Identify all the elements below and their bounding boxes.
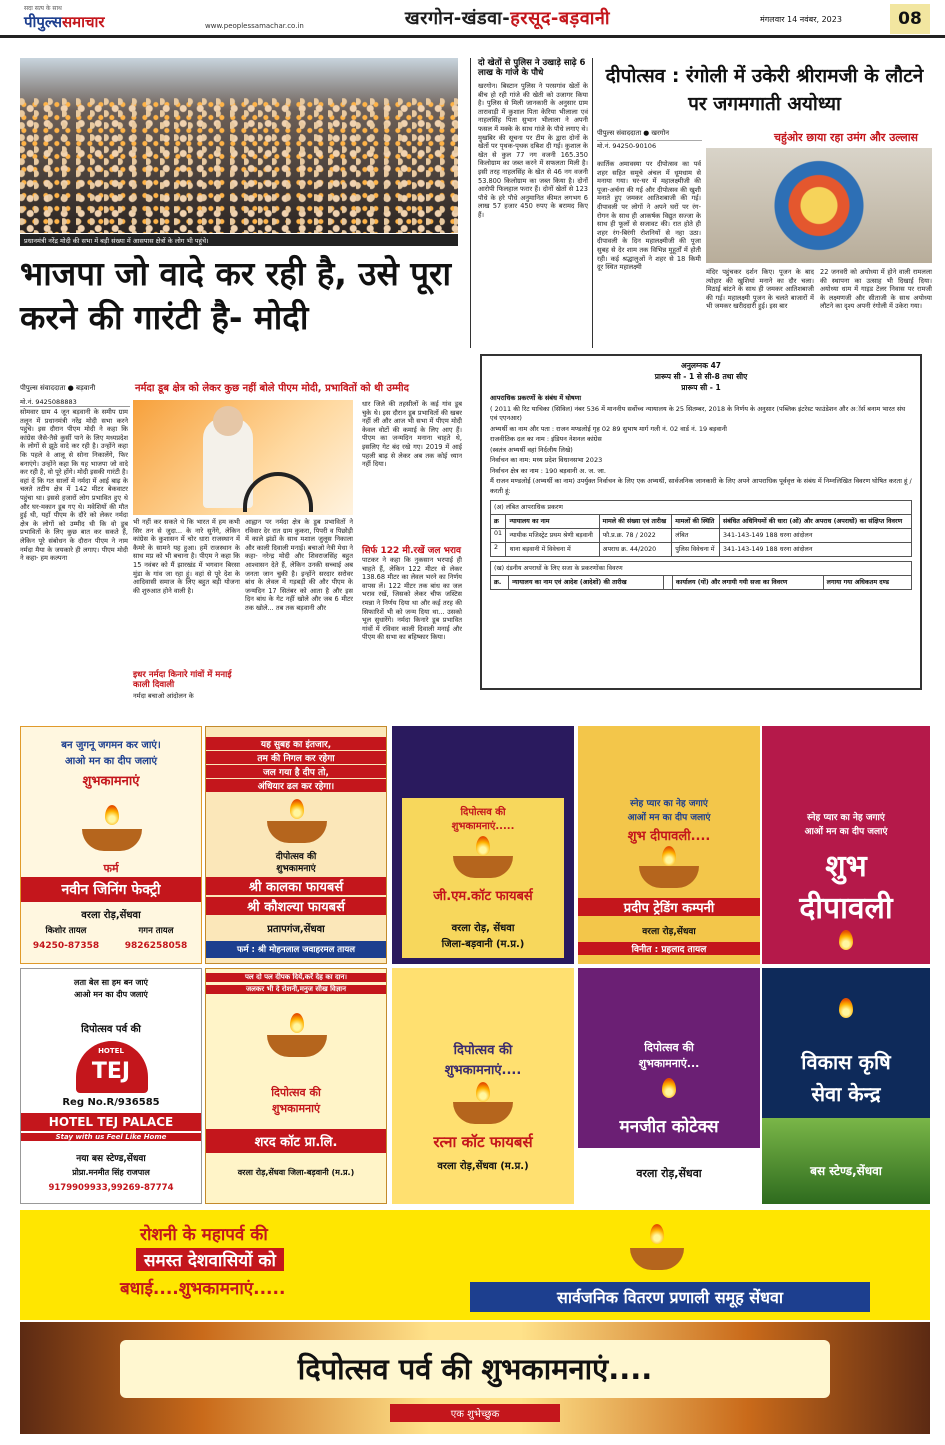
ad-phone: 9179909933,99269-87774: [48, 1183, 174, 1193]
deep-col-3: 22 जनवरी को अयोध्या में होने वाली रामलला की स्थापना का उत्साह भी दिखाई दिया। अयोध्या धाम में गाइड टेलर निवास पर रामजी के लक्ष्मणजी और सीताजी के साथ अयोध्या लौटने का दृश्य अपनी रंगोली में उकेरा गया।: [820, 268, 932, 311]
ad-firm-name: श्री कौशल्या फायबर्स: [206, 897, 386, 915]
lead-col-4b: पाटकर ने कहा कि नुकसान भरपाई ही चाहते हैं, लेकिन 122 मीटर से लेकर 138.68 मीटर का लेवल भरने का निर्णय वापस लें। 122 मीटर तक बांध का जल भराव रखें, जिसको लेकर चीफ जस्टिस रमन्ना ने निर्णय दिया था और कई तरह की सिफारिशें भी को जन्म दिया था... उसको भूल सुधारेंगे। नर्मदा किनारे डूब प्रभावित गांवों में रविवार काली दिवाली मनाई और पीएम की सभा का बहिष्कार किया।: [362, 556, 462, 642]
ad-greeting: शुभकामनाएं: [82, 774, 140, 789]
pending-cases-table: [490, 500, 912, 557]
ad-line: दिपोत्सव की: [271, 1086, 321, 1099]
diya-flame-icon: [662, 846, 676, 866]
ad-line: पल दो पल दीपक दियें,करें देह का दान।: [206, 973, 386, 982]
lead-col-1: सोमवार ग्राम 4 जून बड़वानी के समीप ग्राम तलून में प्रधानमंत्री नरेंद्र मोदी सभा करने पहुंचे। इस दौरान पीएम मोदी ने कहा कि कांग्रेस जैसे-तैसे कुर्सी पाने के लिए मध्यप्रदेश के लोगों से झूठे वादे कर रही है। उन्होंने कहा कि पहले वे आलू से सोना निकालेंगे, फिर बनाएंगे। उन्होंने कहा कि यह भाजपा जो वादे कर रही है, वो पूरे होंगे। मोदी इसकी गारंटी है। वहां दें कि गत सालों में नर्मदा में आई बाढ़ के चलते तटीय क्षेत्र में 142 मीटर बेकवाटर पहुंचा था। इससे हजारों लोग प्रभावित हुए थे और घर-मकान डूब गए थे। मवेशियों की मौत हुई थी, यहाँ पीएम के दौरे को लेकर नर्मदा क्षेत्र के लोगों को उम्मीद थी कि वो डूब प्रभावितों के लिए कुछ बात कर सकते हैं, लेकिन पूरे संबोधन के दौरान पीएम ने नाम नर्मदा मैया के जयकारे ही लगाए। पीएम मोदी ने कहा- हम कल्पना: [20, 408, 128, 563]
table-header: क्र.: [491, 576, 509, 590]
table-header: संबंधित अधिनियमों की धारा (ओं) और अपराध (अपराधों) का संक्षिप्त विवरण: [719, 515, 911, 529]
banner-line: रोशनी के महापर्व की: [140, 1225, 268, 1245]
ad-address: वरला रोड़,सेंधवा: [81, 910, 141, 921]
ad-address: बस स्टेण्ड,सेंधवा: [810, 1164, 882, 1178]
modi-photo: [133, 400, 353, 515]
ad-firm-name: शरद कॉट प्रा.लि.: [206, 1129, 386, 1153]
ad-firm-name: प्रदीप ट्रेडिंग कम्पनी: [578, 898, 760, 916]
diya-icon: [82, 829, 142, 851]
pds-greeting-banner: [20, 1210, 930, 1320]
byline-mobile: मो.नं. 94250-90106: [597, 140, 702, 150]
ad-firm-name: सेवा केन्द्र: [811, 1082, 881, 1106]
table-header: [663, 576, 672, 590]
ad-greeting: दीपावली: [799, 891, 893, 926]
lead-col-4-head: सिर्फ 122 मी.रखें जल भराव: [362, 546, 461, 556]
website[interactable]: www.peoplessamachar.co.in: [205, 22, 304, 30]
ad-line: दिपोत्सव की: [644, 1041, 694, 1054]
ad-line: शुभकामनाएं: [276, 864, 316, 874]
ad-firm-name: रत्ना कॉट फायबर्स: [433, 1133, 533, 1151]
table-header: लगाया गया अधिकतम दण्ड: [823, 576, 911, 590]
section-a-head: (अ) लंबित आपराधिक प्रकरण: [491, 501, 912, 515]
ad-firm-name: मनजीत कोटेक्स: [619, 1117, 719, 1137]
ad-hotel-tej: [20, 968, 202, 1204]
diya-flame-icon: [105, 805, 119, 825]
table-cell: 2: [491, 543, 506, 557]
table-row: [491, 543, 912, 557]
banner-line: समस्त देशवासियों को: [136, 1248, 284, 1271]
ad-line: शुभकामनाएं.....: [451, 821, 515, 832]
ad-address: वरला रोड़,सेंधवा: [636, 1167, 702, 1180]
lotus-icon: [243, 472, 313, 512]
diya-flame-icon: [290, 799, 304, 819]
rangoli-photo: [706, 148, 932, 263]
ad-tagline: Stay with us Feel Like Home: [21, 1133, 201, 1141]
figure-head: [213, 406, 243, 436]
ad-address: जिला-बड़वानी (म.प्र.): [441, 939, 525, 950]
byline-text: पीपुल्स संवाददाता ● बड़वानी: [20, 384, 96, 392]
ad-proprietor: प्रोप्रा.मनमीत सिंह राजपाल: [72, 1168, 150, 1177]
diya-icon: [453, 1102, 513, 1124]
lead-col-4: धार जिले की तहसीलों के कई गांव डूब चुके थे। इस दौरान डूब प्रभावितों की खबर नहीं ली और आज भी सभा में पीएम मोदी केवल वोटों की कमाई के लिए आए हैं। पीएम का जन्मदिन मनाना चाहते थे, इसलिए गेट बंद रखे गए। 2019 में आई पहली बाढ़ से लेकर अब तक कोई ध्यान नहीं दिया।: [362, 400, 462, 469]
ad-proprietor: विनीत : प्रहलाद तायल: [578, 942, 760, 955]
ad-ratna-cot: [392, 968, 574, 1204]
ad-line: शुभकामनाएं...: [638, 1057, 700, 1070]
ad-sharad-cot: [205, 968, 387, 1204]
lead-col-2: भी नहीं कर सकते थे कि भारत में हम कभी सिर तन से जुदा... के नारे सुनेंगे, लेकिन कांग्रेस के कुशासन में चोर धारा राजस्थान में कैमरे के सामने यह हुआ। हमें राजस्थान के साथ मप्र को भी बचाना है। पीएम ने कहा कि 15 नवंबर को मैं झारखंड में भगवान बिरसा मुंडा के गांव जा रहा हूं। वहां से पूरे देश के आदिवासी समाज के लिए बहुत बड़ी योजना की शुरुआत होने वाली है।: [133, 518, 240, 595]
table-header: न्यायालय का नाम: [506, 515, 599, 529]
deepotsav-byline: [597, 128, 702, 150]
logo-part-2: समाचार: [62, 13, 105, 31]
diya-flame-icon: [662, 1078, 676, 1098]
ad-line: तम की निगल कर रहेगा: [206, 751, 386, 764]
ad-phone: 94250-87358: [32, 941, 100, 951]
table-header: न्यायालय का नाम एवं आदेश (आदेशों) की तारीख: [509, 576, 664, 590]
table-cell: 341-143-149 188 धरना आंदोलन: [719, 529, 911, 543]
banner-signature: एक शुभेच्छुक: [390, 1404, 560, 1422]
banner-line: बधाई....शुभकामनाएं.....: [120, 1279, 286, 1299]
notice-line: अभ्यर्थी का नाम और पता : राजन मण्डलोई गृह 02 89 सुभाष मार्ग गली नं. 02 वार्ड नं. 19 बड़वानी: [490, 424, 727, 433]
divider: [592, 58, 593, 348]
divider: [470, 58, 471, 348]
table-cell: न्यायीक मजिस्ट्रेट प्रथम श्रेणी बड़वानी: [506, 529, 599, 543]
lead-col-2b: नर्मदा बचाओ आंदोलन के: [133, 692, 194, 700]
crowd-image: [20, 98, 458, 233]
ad-line: शुभकामनाएं....: [444, 1063, 522, 1078]
notice-line: (स्वतंत्र अभ्यर्थी वहां निर्दलीय लिखे): [490, 445, 573, 454]
tea-field-image: [762, 1118, 930, 1204]
ad-greeting: शुभ दीपावली....: [627, 829, 711, 844]
ad-line: जल गया है दीप तो,: [206, 765, 386, 778]
ad-line: दीपोत्सव की: [275, 852, 317, 862]
section-title-2: हरसूद-बड़वानी: [510, 8, 611, 29]
ad-kalka-fibres: [205, 726, 387, 964]
logo-part-1: पीपुल्स: [24, 13, 63, 31]
notice-form-1: प्रारूप सी - 1 से सी-8 तथा सीए: [654, 372, 748, 381]
logo: [24, 4, 105, 32]
ad-firm-name: नवीन जिनिंग फेक्ट्री: [21, 877, 201, 902]
lead-col-3: आह्वान पर नर्मदा क्षेत्र के डूब प्रभावितों ने रविवार देर रात ग्राम कुकरा, पिपरी व पिछोड़ी में काले झंडों के साथ मशाल जुलूस निकाला और काली दिवाली मनाई। बचाओ नेत्री मेधा ने कहा- नरेन्द्र मोदी और शिवराजसिंह बहुत आश्वासन देते हैं, लेकिन उनकी सच्चाई अब जनता जान चुकी है। इन्होंने सरदार सरोवर बांध के लेवल में गड़बड़ी की और पीएम के जन्मदिन 17 सितंबर को आता है और इस दिन बांध के गेट नहीं खोले और जब 6 मीटर तक खोले... तब तक बड़वानी और: [245, 518, 353, 612]
side-body: खरगोन। बिस्टान पुलिस ने परसगांव खेतों के बीच हो रही गांजे की खेती को उजागर किया है। पुलिस से मिली जानकारी के अनुसार ग्राम तारावाड़ी में कुशाल पिता केरिया भीलाला एवं नाहलसिंह पिता सुभान भीलाला ने अपनी फसल में मक्के के साथ गांजे के पौधे लगाए थे। मुखबिर की सूचना पर टीम के द्वारा दोनों के खेतों पर पृथक-पृथक दबिश दी गई। कुशाल के खेत से कुल 77 नग वजनी 165.350 किलोग्राम का जब्त करने में सफलता मिली है। इसी तरह नाहलसिंह के खेत से 46 नग वजनी 53.800 किलोग्राम का जब्त किया है। दोनों आरोपी फिलहाल फरार हैं। दोनों खेतों से 123 पौधे के हरे पौधे अनुमानित कीमत लगभग 6 लाख 57 हजार 450 रुपए के बरामद किए हैं।: [478, 82, 588, 219]
ad-line: दिपोत्सव की: [453, 1043, 513, 1058]
table-cell: पुलिस विवेचना में: [672, 543, 720, 557]
deep-col-2: मंदिर पहुंचकर दर्शन किए। पूजन के बाद त्योहार की खुशियां मनाने का दौर चला। मिठाई बांटने के साथ ही जमकर आतिशबाजी की गई। महालक्ष्मी पूजन के चलते बाजारों में भी जमकर खरीददारी हुई। इस बार: [706, 268, 814, 311]
ad-proprietor: फर्म : श्री मोहनलाल जवाहरमल तायल: [206, 941, 386, 958]
diya-flame-icon: [839, 998, 853, 1018]
table-cell: अपराध क्र. 44/2020: [599, 543, 672, 557]
ad-line: स्नेह प्यार का नेह जगाएं: [630, 799, 708, 809]
ad-firm-name: श्री कालका फायबर्स: [206, 877, 386, 895]
ad-line: बन जुगनू जगमन कर जाएं।: [61, 740, 161, 751]
ad-line: आओ मन का दीप जलाएं: [74, 990, 148, 999]
ad-line: स्नेह प्यार का नेह जगाएं: [807, 813, 885, 823]
ad-manjeet-cotex: [578, 968, 760, 1204]
logo-tagline: सदा सत्य के साथ: [24, 5, 62, 12]
ad-address: प्रतापगंज,सेंधवा: [267, 924, 325, 935]
notice-line: ( 2011 की रिट याचिका (सिविल) नंबर 536 में माननीय सर्वोच्च न्यायालय के 25 सितम्बर, 2018 के निर्णय के अनुसार (पब्लिक इंटरेस्ट फाउंडेशन और अॉर्स बनाम भारत संघ एवं एएनआर): [490, 404, 906, 422]
table-cell: 01: [491, 529, 506, 543]
ad-line: दिपोत्सव पर्व की: [81, 1024, 141, 1035]
deepotsav-headline: दीपोत्सव : रंगोली में उकेरी श्रीरामजी के लौटने पर जगमगाती अयोध्या: [605, 65, 924, 115]
diya-flame-icon: [290, 1013, 304, 1033]
lead-headline: भाजपा जो वादे कर रही है, उसे पूरा करने की गारंटी है- मोदी: [20, 254, 452, 337]
rally-photo: [20, 58, 458, 233]
notice-line: राजनीतिक दल का नाम : इंडियन नेशनल कांग्रेस: [490, 435, 602, 443]
byline-mobile: मो.नं. 9425088883: [20, 398, 77, 406]
notice-title: आपराधिक प्रकरणों के संबंध में घोषणा: [490, 394, 582, 402]
ad-shubh-deepawali: [762, 726, 930, 964]
hotel-logo-label: HOTEL: [98, 1047, 124, 1055]
ad-address: वरला रोड़, सेंधवा: [451, 923, 515, 934]
ad-phone: 9826258058: [124, 941, 188, 951]
ad-line: शुभकामनाएं: [271, 1102, 321, 1115]
deep-col-1: कार्तिक अमावस्या पर दीपोत्सव का पर्व शहर सहित समूचे अंचल में धूमधाम से मनाया गया। घर-घर में महालक्ष्मीजी की पूजा-अर्चना की गई और दीपोत्सव की खुशी मनाते हुए जमकर आतिशबाजी की गई। दीपावली पर लोगों ने अपने घरों पर रंग-रोगन के साथ ही आकर्षक विद्युत सज्जा के साथ ही फूलों से सजावट की। रात होते ही शहर रंग-बिरंगी रोशनियों से नहा उठा। दीपावली के दिन महालक्ष्मीजी की पूजा सुबह से देर शाम तक विभिन्न मुहूर्तों में होती रही। कई श्रद्धालुओं ने शहर से 18 किमी दूर स्थित महालक्ष्मी: [597, 160, 701, 272]
side-headline: दो खेतों से पुलिस ने उखाड़े साढ़े 6 लाख के गांजे के पौधे: [478, 58, 586, 78]
ad-address: वरला रोड़,सेंधवा जिला-बड़वानी (म.प्र.): [237, 1168, 355, 1177]
lead-col-2-head: इधर नर्मदा किनारे गांवों में मनाई काली दिवाली: [133, 670, 232, 690]
ad-address: वरला रोड़,सेंधवा (म.प्र.): [437, 1161, 529, 1172]
diya-icon: [267, 821, 327, 843]
ad-address: नया बस स्टेण्ड,सेंधवा: [76, 1154, 146, 1164]
diya-flame-icon: [476, 1082, 490, 1102]
table-header: मामले की संख्या एवं तारीख: [599, 515, 672, 529]
lead-byline: [20, 384, 130, 407]
festival-greeting-banner: [20, 1322, 930, 1434]
banner-org: सार्वजनिक वितरण प्रणाली समूह सेंधवा: [470, 1282, 870, 1312]
ad-line: यह सुबह का इंतजार,: [206, 737, 386, 750]
ad-firm-name: जी.एम.कॉट फायबर्स: [433, 889, 533, 904]
lead-subhead: नर्मदा डूब क्षेत्र को लेकर कुछ नहीं बोले पीएम मोदी, प्रभावितों को थी उम्मीद: [135, 383, 409, 394]
table-header: मामलों की स्थिति: [672, 515, 720, 529]
issue-date: मंगलवार 14 नवंबर, 2023: [760, 15, 842, 24]
convictions-table: [490, 561, 912, 590]
ad-gm-cot-fibres: [392, 726, 574, 964]
ad-naveen-ginning: [20, 726, 202, 964]
section-b-head: (ख) दंडनीय अपराधों के लिए सजा के प्रकरणोंका विवरण: [491, 562, 912, 576]
section-title: [340, 6, 675, 30]
ad-greeting: शुभ: [825, 849, 867, 884]
page-number: 08: [890, 4, 930, 34]
ad-line: दिपोत्सव की: [460, 807, 506, 818]
ad-line: जलकर भी दे रोशनी,मनुज सीख विज्ञान: [206, 985, 386, 994]
table-header: कार्यालय (यों) और लगायी गयी सजा का विवरण: [672, 576, 823, 590]
diya-flame-icon: [839, 930, 853, 950]
ad-firm-name: विकास कृषि: [801, 1050, 891, 1074]
ad-vikas-krishi: [762, 968, 930, 1204]
banner-title: दिपोत्सव पर्व की शुभकामनाएं....: [120, 1340, 830, 1398]
notice-line: मैं राजन मण्डलोई (अभ्यर्थी का नाम) उपर्युक्त निर्वाचन के लिए एक अभ्यर्थी, सार्वजनिक जानकारी के लिए अपने आपराधिक पूर्ववृत्त के संबंध में निम्नलिखित विवरण घोषित करता हूं /करती हूं:: [490, 477, 912, 495]
section-title-1: खरगोन-खंडवा-: [404, 8, 511, 29]
ad-line: आओ मन का दीप जलाएं: [64, 756, 158, 767]
diya-icon: [639, 866, 699, 888]
notice-line: निर्वाचन का नाम: मध्य प्रदेश विधानसभा 2023: [490, 456, 603, 464]
ad-line: लता बेल सा हम बन जाएं: [74, 978, 148, 987]
ad-person: गगन तायल: [138, 926, 174, 936]
ad-line: आओं मन का दीप जलाएं: [627, 813, 711, 823]
ad-person: किशोर तायल: [45, 926, 87, 936]
notice-form-2: प्रारूप सी - 1: [681, 383, 721, 392]
table-header: क्र: [491, 515, 506, 529]
notice-annex: अनुलग्नक 47: [680, 361, 722, 370]
table-cell: थाना बड़वानी में विवेचना में: [506, 543, 599, 557]
criminal-record-notice: [480, 354, 922, 690]
photo-caption: प्रधानमंत्री नरेंद्र मोदी की सभा में बड़ी संख्या में आसपास क्षेत्रों के लोग भी पहुंचे।: [20, 234, 458, 246]
table-cell: लंबित: [672, 529, 720, 543]
diya-icon: [267, 1035, 327, 1057]
ad-line: आओं मन का दीप जलाएं: [804, 827, 888, 837]
table-row: [491, 529, 912, 543]
ad-reg: Reg No.R/936585: [62, 1097, 160, 1108]
table-cell: फौ.प्र.क्र. 78 / 2022: [599, 529, 672, 543]
ad-pradeep-trading: [578, 726, 760, 964]
masthead: [0, 0, 945, 38]
ad-address: वरला रोड़,सेंधवा: [642, 927, 696, 937]
diya-icon: [630, 1248, 684, 1270]
diya-flame-icon: [476, 836, 490, 856]
ad-line: अंधियार ढल कर रहेगा।: [206, 779, 386, 792]
diya-flame-icon: [650, 1224, 664, 1244]
deepotsav-subhead: चहुंओर छाया रहा उमंग और उल्लास: [774, 131, 918, 144]
notice-line: निर्वाचन क्षेत्र का नाम : 190 बड़वानी अ. ज. जा.: [490, 466, 606, 475]
byline-text: पीपुल्स संवाददाता ● खरगोन: [597, 129, 670, 137]
ad-firm-label: फर्म: [103, 862, 119, 875]
table-cell: 341-143-149 188 धरना आंदोलन: [719, 543, 911, 557]
ad-firm-name: HOTEL TEJ PALACE: [21, 1113, 201, 1131]
hotel-logo-text: TEJ: [91, 1059, 131, 1084]
